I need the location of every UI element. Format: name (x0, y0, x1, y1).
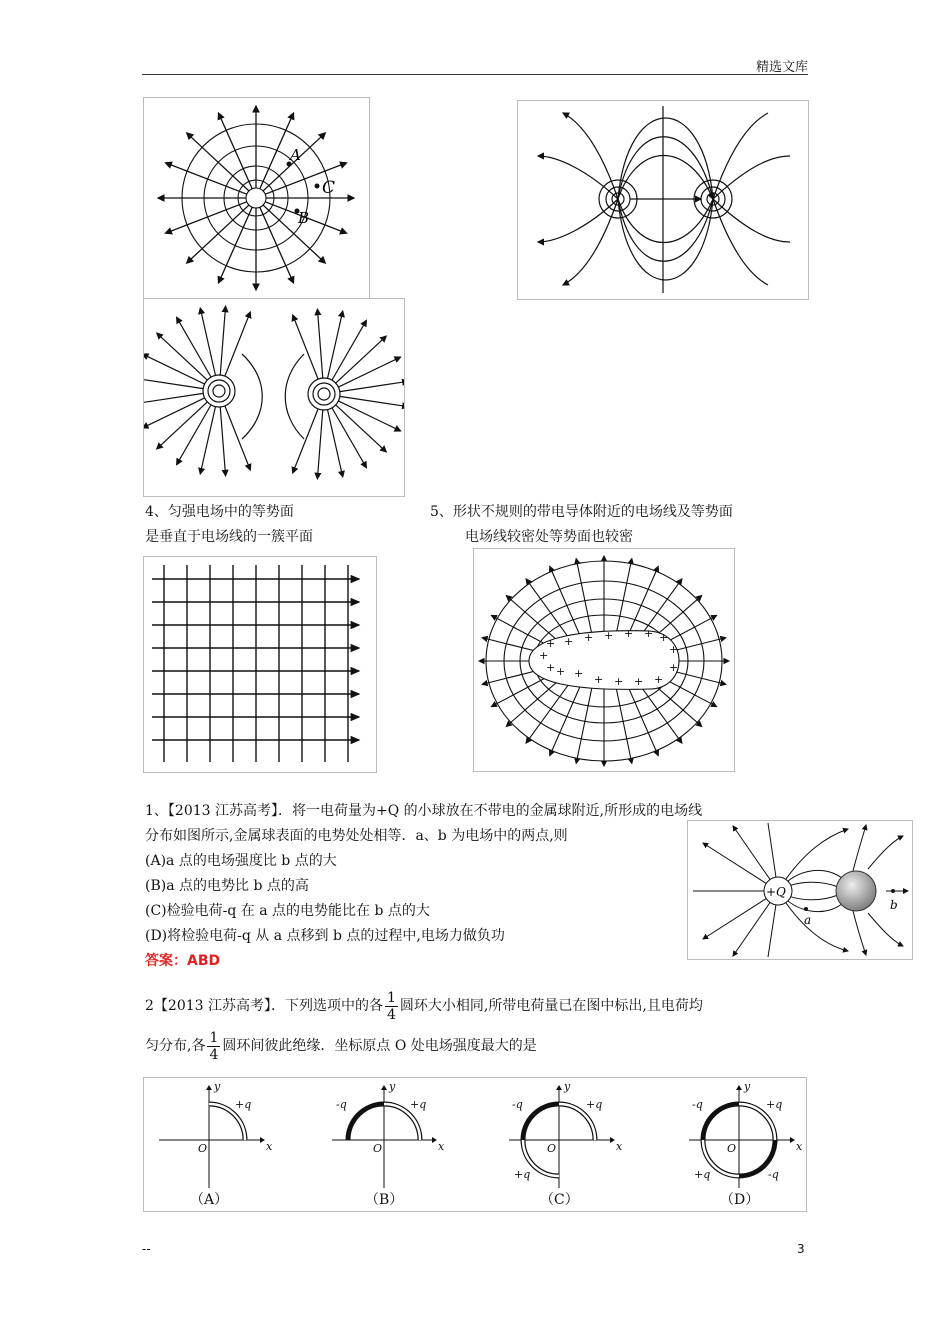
label-point-a: A (290, 146, 301, 164)
point-charge-svg (144, 98, 369, 303)
page-header (142, 58, 808, 75)
q1-option-b: (B)a 点的电势比 b 点的高 (145, 878, 309, 894)
fraction-quarter (385, 990, 398, 1023)
opt-d-minus-q: -q (692, 1098, 703, 1111)
figure-charge-sphere (687, 820, 913, 960)
q1-answer: 答案：ABD (145, 953, 221, 969)
opt-a-y: y (214, 1080, 221, 1093)
fraction-numerator-2: 1 (209, 1029, 219, 1046)
fraction-numerator: 1 (387, 989, 396, 1006)
label-option-b: （B） (365, 1192, 404, 1208)
opt-c-plus-q: +q (586, 1098, 603, 1111)
label-small-b: b (890, 898, 898, 912)
q2-line2-post: 圆环间彼此绝缘．坐标原点 O 处电场强度最大的是 (222, 1038, 537, 1054)
opt-d-origin: O (727, 1142, 737, 1155)
option-a-diagram (159, 1080, 273, 1188)
label-point-b: B (298, 209, 310, 227)
opt-b-plus-q: +q (410, 1098, 427, 1111)
fraction-denominator: 4 (387, 1006, 396, 1023)
plus-charge-mark: + (556, 665, 566, 678)
q1-line2: 分布如图所示,金属球表面的电势处处相等．a、b 为电场中的两点,则 (145, 828, 568, 844)
q2-line1-pre: 2【2013 江苏高考】．下列选项中的各 (145, 998, 383, 1014)
label-option-a: （A） (190, 1192, 229, 1208)
plus-charge-mark: + (564, 635, 574, 648)
figure-like-charges (143, 298, 405, 497)
q1-option-a: (A)a 点的电场强度比 b 点的大 (145, 853, 337, 869)
opt-b-minus-q: -q (336, 1098, 347, 1111)
opt-c-y: y (564, 1080, 571, 1093)
opt-c-plus-q-2: +q (514, 1168, 531, 1181)
label-small-a: a (804, 913, 812, 927)
plus-charge-mark: + (546, 661, 556, 674)
quarter-rings-svg (144, 1078, 806, 1211)
like-charges-svg (144, 299, 404, 496)
plus-charge-mark: + (614, 675, 624, 688)
plus-charge-mark: + (624, 627, 634, 640)
plus-charge-mark: + (546, 637, 556, 650)
plus-charge-mark: + (594, 673, 604, 686)
opt-d-minus-q-2: -q (768, 1168, 779, 1181)
dipole-svg (518, 101, 808, 299)
q2-line2 (145, 1026, 537, 1066)
figure-dipole (517, 100, 809, 300)
opt-a-origin: O (198, 1142, 208, 1155)
figure-uniform-field (143, 556, 377, 773)
q1-line1: 1、【2013 江苏高考】．将一电荷量为+Q 的小球放在不带电的金属球附近,所形成的电场线 (145, 803, 703, 819)
plus-charge-mark: + (574, 667, 584, 680)
q1-option-c: (C)检验电荷-q 在 a 点的电势能比在 b 点的大 (145, 903, 430, 919)
plus-charge-mark: + (644, 627, 654, 640)
caption-5-line2: 电场线较密处等势面也较密 (465, 529, 633, 545)
option-c-diagram (509, 1080, 623, 1188)
plus-charge-mark: + (669, 661, 679, 674)
plus-charge-mark: + (669, 643, 679, 656)
plus-charge-mark: + (539, 649, 549, 662)
label-option-c: （C） (540, 1192, 579, 1208)
plus-charge-mark: + (654, 673, 664, 686)
opt-c-minus-q: -q (512, 1098, 523, 1111)
plus-charge-mark: + (604, 629, 614, 642)
opt-d-y: y (744, 1080, 751, 1093)
plus-charge-mark: + (584, 631, 594, 644)
label-point-c: C (322, 178, 336, 198)
caption-4-line2: 是垂直于电场线的一簇平面 (145, 529, 313, 545)
opt-c-origin: O (547, 1142, 557, 1155)
option-b-diagram (332, 1080, 445, 1188)
figure-point-charge (143, 97, 370, 304)
page-number: 3 (797, 1242, 805, 1256)
footer-left: -- (142, 1242, 151, 1256)
plus-charge-mark: + (659, 631, 669, 644)
caption-5-line1: 5、形状不规则的带电导体附近的电场线及等势面 (430, 504, 733, 520)
q2-line1-post: 圆环大小相同,所带电荷量已在图中标出,且电荷均 (399, 998, 703, 1014)
opt-d-plus-q-2: +q (694, 1168, 711, 1181)
q2-line1 (145, 986, 703, 1026)
opt-a-plus-q: +q (235, 1098, 252, 1111)
fraction-quarter-2 (207, 1030, 220, 1063)
q2-line2-pre: 匀分布,各 (145, 1038, 206, 1054)
opt-b-origin: O (373, 1142, 383, 1155)
opt-d-x: x (796, 1140, 803, 1153)
opt-b-x: x (438, 1140, 445, 1153)
charge-sphere-svg (688, 821, 912, 959)
option-d-diagram (689, 1080, 803, 1188)
opt-b-y: y (389, 1080, 396, 1093)
uniform-field-svg (144, 557, 376, 772)
conductor-svg (474, 549, 734, 771)
header-title: 精选文库 (755, 60, 808, 75)
q1-option-d: (D)将检验电荷-q 从 a 点移到 b 点的过程中,电场力做负功 (145, 928, 505, 944)
figure-irregular-conductor (473, 548, 735, 772)
opt-a-x: x (266, 1140, 273, 1153)
fraction-denominator-2: 4 (209, 1046, 219, 1063)
opt-d-plus-q: +q (766, 1098, 783, 1111)
figure-quarter-rings (143, 1077, 807, 1212)
caption-4-line1: 4、匀强电场中的等势面 (145, 504, 294, 520)
label-option-d: （D） (720, 1192, 760, 1208)
opt-c-x: x (616, 1140, 623, 1153)
plus-charge-mark: + (634, 675, 644, 688)
label-plus-Q: +Q (766, 885, 786, 899)
